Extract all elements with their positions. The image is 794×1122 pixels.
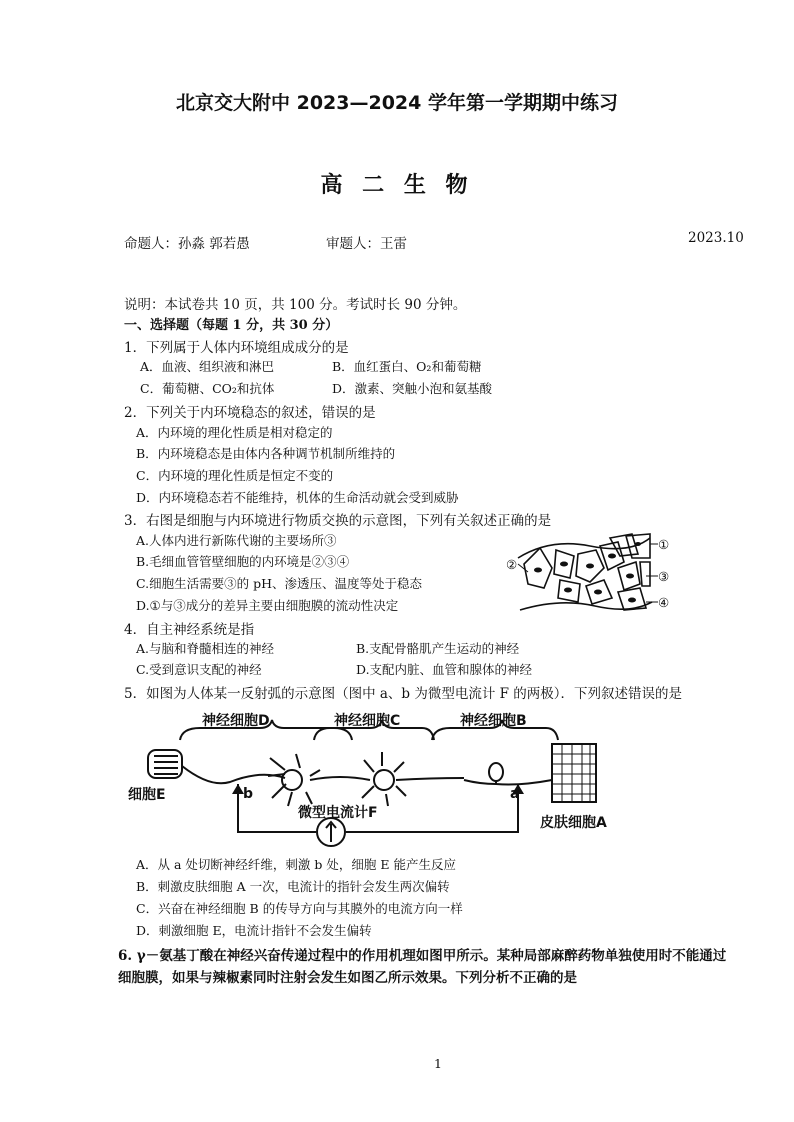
- question-2-option-b: B．内环境稳态是由体内各种调节机制所维持的: [136, 446, 396, 461]
- label-cell-e: 细胞E: [128, 787, 166, 803]
- question-6-stem-line1: 6. γ－氨基丁酸在神经兴奋传递过程中的作用机理如图甲所示。某种局部麻醉药物单独使用时不能通过: [118, 948, 727, 964]
- question-2-stem: 2．下列关于内环境稳态的叙述，错误的是: [124, 405, 376, 421]
- question-3-option-d: D.①与③成分的差异主要由细胞膜的流动性决定: [136, 598, 399, 613]
- question-4-option-d: D.支配内脏、血管和腺体的神经: [356, 662, 533, 677]
- exam-date: 2023.10: [688, 230, 744, 246]
- question-3-option-a: A.人体内进行新陈代谢的主要场所③: [136, 533, 337, 548]
- cell-exchange-figure: [500, 528, 680, 618]
- question-5-option-d: D．刺激细胞 E，电流计指针不会发生偏转: [136, 923, 372, 938]
- figure-label-4: ④: [658, 595, 670, 610]
- label-pole-a: a: [510, 786, 520, 802]
- question-1-option-d: D．激素、突触小泡和氨基酸: [332, 381, 493, 396]
- reviewer: 审题人：王雷: [326, 236, 407, 252]
- instructions: 说明：本试卷共 10 页，共 100 分。考试时长 90 分钟。: [124, 297, 467, 313]
- authors: 命题人：孙淼 郭若愚: [124, 236, 250, 252]
- question-5-option-a: A．从 a 处切断神经纤维，刺激 b 处，细胞 E 能产生反应: [136, 857, 456, 872]
- question-1-option-a: A．血液、组织液和淋巴: [140, 359, 275, 374]
- exam-title: 北京交大附中 2023—2024 学年第一学期期中练习: [176, 92, 618, 114]
- page-number: 1: [434, 1056, 442, 1071]
- question-3-option-b: B.毛细血管管壁细胞的内环境是②③④: [136, 554, 350, 569]
- question-4-option-a: A.与脑和脊髓相连的神经: [136, 641, 275, 656]
- question-5-stem: 5．如图为人体某一反射弧的示意图（图中 a、b 为微型电流计 F 的两极）．下列叙述错误的是: [124, 686, 683, 702]
- figure-label-3: ③: [658, 569, 670, 584]
- question-2-option-a: A．内环境的理化性质是相对稳定的: [136, 425, 333, 440]
- subject-title: 高 二 生 物: [320, 173, 474, 198]
- section-heading: 一、选择题（每题 1 分，共 30 分）: [124, 318, 339, 333]
- question-1-stem: 1．下列属于人体内环境组成成分的是: [124, 340, 349, 356]
- question-3-stem: 3．右图是细胞与内环境进行物质交换的示意图，下列有关叙述正确的是: [124, 513, 552, 529]
- question-2-option-d: D．内环境稳态若不能维持，机体的生命活动就会受到威胁: [136, 490, 459, 505]
- question-4-option-b: B.支配骨骼肌产生运动的神经: [356, 641, 520, 656]
- figure-label-2: ②: [506, 557, 518, 572]
- label-pole-b: b: [243, 786, 254, 802]
- question-1-option-b: B．血红蛋白、O₂和葡萄糖: [332, 359, 482, 374]
- question-2-option-c: C．内环境的理化性质是恒定不变的: [136, 468, 334, 483]
- question-5-option-c: C．兴奋在神经细胞 B 的传导方向与其膜外的电流方向一样: [136, 901, 463, 916]
- label-galvanometer-f: 微型电流计F: [298, 805, 378, 821]
- question-3-option-c: C.细胞生活需要③的 pH、渗透压、温度等处于稳态: [136, 576, 422, 591]
- figure-label-1: ①: [658, 537, 670, 552]
- label-skin-cell-a: 皮肤细胞A: [540, 815, 607, 831]
- question-1-option-c: C．葡萄糖、CO₂和抗体: [140, 381, 275, 396]
- question-5-option-b: B．刺激皮肤细胞 A 一次，电流计的指针会发生两次偏转: [136, 879, 450, 894]
- label-neuron-b: 神经细胞B: [460, 713, 527, 729]
- question-6-stem-line2: 细胞膜，如果与辣椒素同时注射会发生如图乙所示效果。下列分析不正确的是: [118, 970, 577, 986]
- label-neuron-d: 神经细胞D: [202, 713, 270, 729]
- question-4-option-c: C.受到意识支配的神经: [136, 662, 262, 677]
- label-neuron-c: 神经细胞C: [334, 713, 401, 729]
- question-4-stem: 4．自主神经系统是指: [124, 622, 255, 638]
